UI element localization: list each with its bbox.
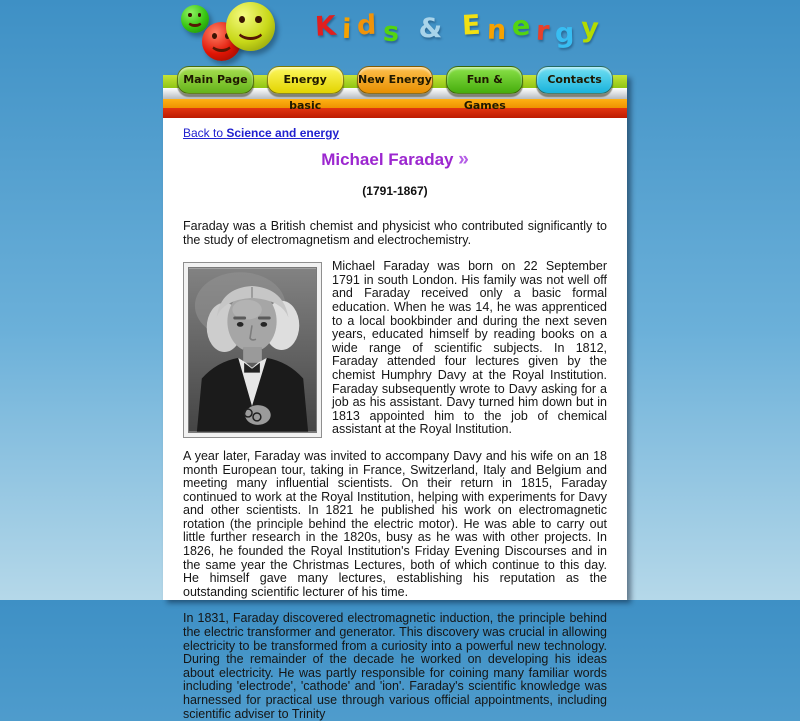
nav-button-new-energy[interactable]: New Energy (357, 66, 434, 94)
smiley-mouth (236, 18, 265, 41)
page-title (183, 149, 607, 171)
page-title-text: Michael Faraday (321, 150, 454, 169)
logo-letter: n (486, 14, 513, 47)
biography-paragraph: A year later, Faraday was invited to accompany Davy and his wife on an 18 month European tour, taking in France, Switzerland, Italy and Belgium and meeting many influential scientists. On their return in 1815, Faraday continued to work at the Royal Institution, helping with experiments for Davy and other scientists. In 1821 he published his work on electromagnetic rotation (the principle behind the electric motor). He was able to carry out little further research in the 1820s, busy as he was with other projects. In 1826, he founded the Royal Institution's Friday Evening Discourses and in the same year the Christmas Lectures, both of which continue to this day. He himself gave many lectures, establishing his reputation as the outstanding scientific lecturer of his time. (183, 448, 607, 599)
logo-letter: K (314, 10, 343, 43)
site-logo-kids-and-energy (314, 9, 606, 50)
nav-band (163, 75, 627, 118)
stripe-orange (163, 99, 627, 108)
stripe-red (163, 108, 627, 118)
faraday-portrait-illustration (188, 267, 317, 433)
page-container (163, 0, 627, 721)
smiley-face-green-icon (181, 5, 209, 33)
logo-letter: d (356, 9, 384, 42)
content-area (163, 118, 627, 721)
biography-paragraph: Michael Faraday was born on 22 September 1791 in south London. His family was not well off and Faraday received only a basic formal education. When he was 14, he was apprenticed to a local bookbinder and during the next seven years, educated himself by reading books on a wide range of scientific subjects. In 1812, Faraday attended four lectures given by the chemist Humphry Davy at the Royal Institution. Faraday subsequently wrote to Davy asking for a job as his assistant. Davy turned him down but in 1813 appointed him to the job of chemical assistant at the Royal Institution. (332, 259, 607, 437)
logo-letter: g (554, 17, 582, 50)
biography-paragraph: In 1831, Faraday discovered electromagnetic induction, the principle behind the electric transformer and generator. This discovery was crucial in allowing electricity to be transformed from a curiosity into a powerful new technology. During the remainder of the decade he worked on developing his ideas about electricity. He was partly responsible for coining many familiar words including 'electrode', 'cathode' and 'ion'. Faraday's scientific knowledge was harnessed for practical use through various official appointments, including scientific adviser to Trinity (183, 611, 607, 721)
logo-letter: r (535, 15, 557, 48)
smiley-mouth (187, 14, 204, 27)
biography-section (183, 260, 607, 721)
double-chevron-right-icon: » (458, 149, 469, 170)
logo-letter: E (461, 9, 488, 42)
logo-letter: i (341, 13, 358, 46)
back-link-prefix: Back to (183, 126, 227, 140)
site-header (163, 0, 627, 75)
back-to-science-and-energy-link[interactable] (183, 126, 339, 140)
intro-paragraph: Faraday was a British chemist and physicist who contributed significantly to the study of electromagnetism and electrochemistry. (183, 219, 607, 247)
logo-letter: & (418, 13, 449, 44)
nav-button-fun-games[interactable]: Fun & Games (446, 66, 523, 94)
main-navigation (177, 66, 613, 112)
smiley-face-yellow-icon (226, 2, 275, 51)
nav-button-main-page[interactable]: Main Page (177, 66, 254, 94)
back-link-target: Science and energy (226, 126, 340, 140)
page-sheet (163, 73, 627, 721)
faraday-portrait-photo (183, 262, 322, 438)
logo-letter: s (381, 16, 406, 49)
life-dates: (1791-1867) (362, 184, 428, 198)
nav-button-contacts[interactable]: Contacts (536, 66, 613, 94)
logo-letter: e (511, 10, 537, 43)
nav-button-energy-basic[interactable]: Energy basic (267, 66, 344, 94)
logo-letter: y (580, 12, 606, 45)
